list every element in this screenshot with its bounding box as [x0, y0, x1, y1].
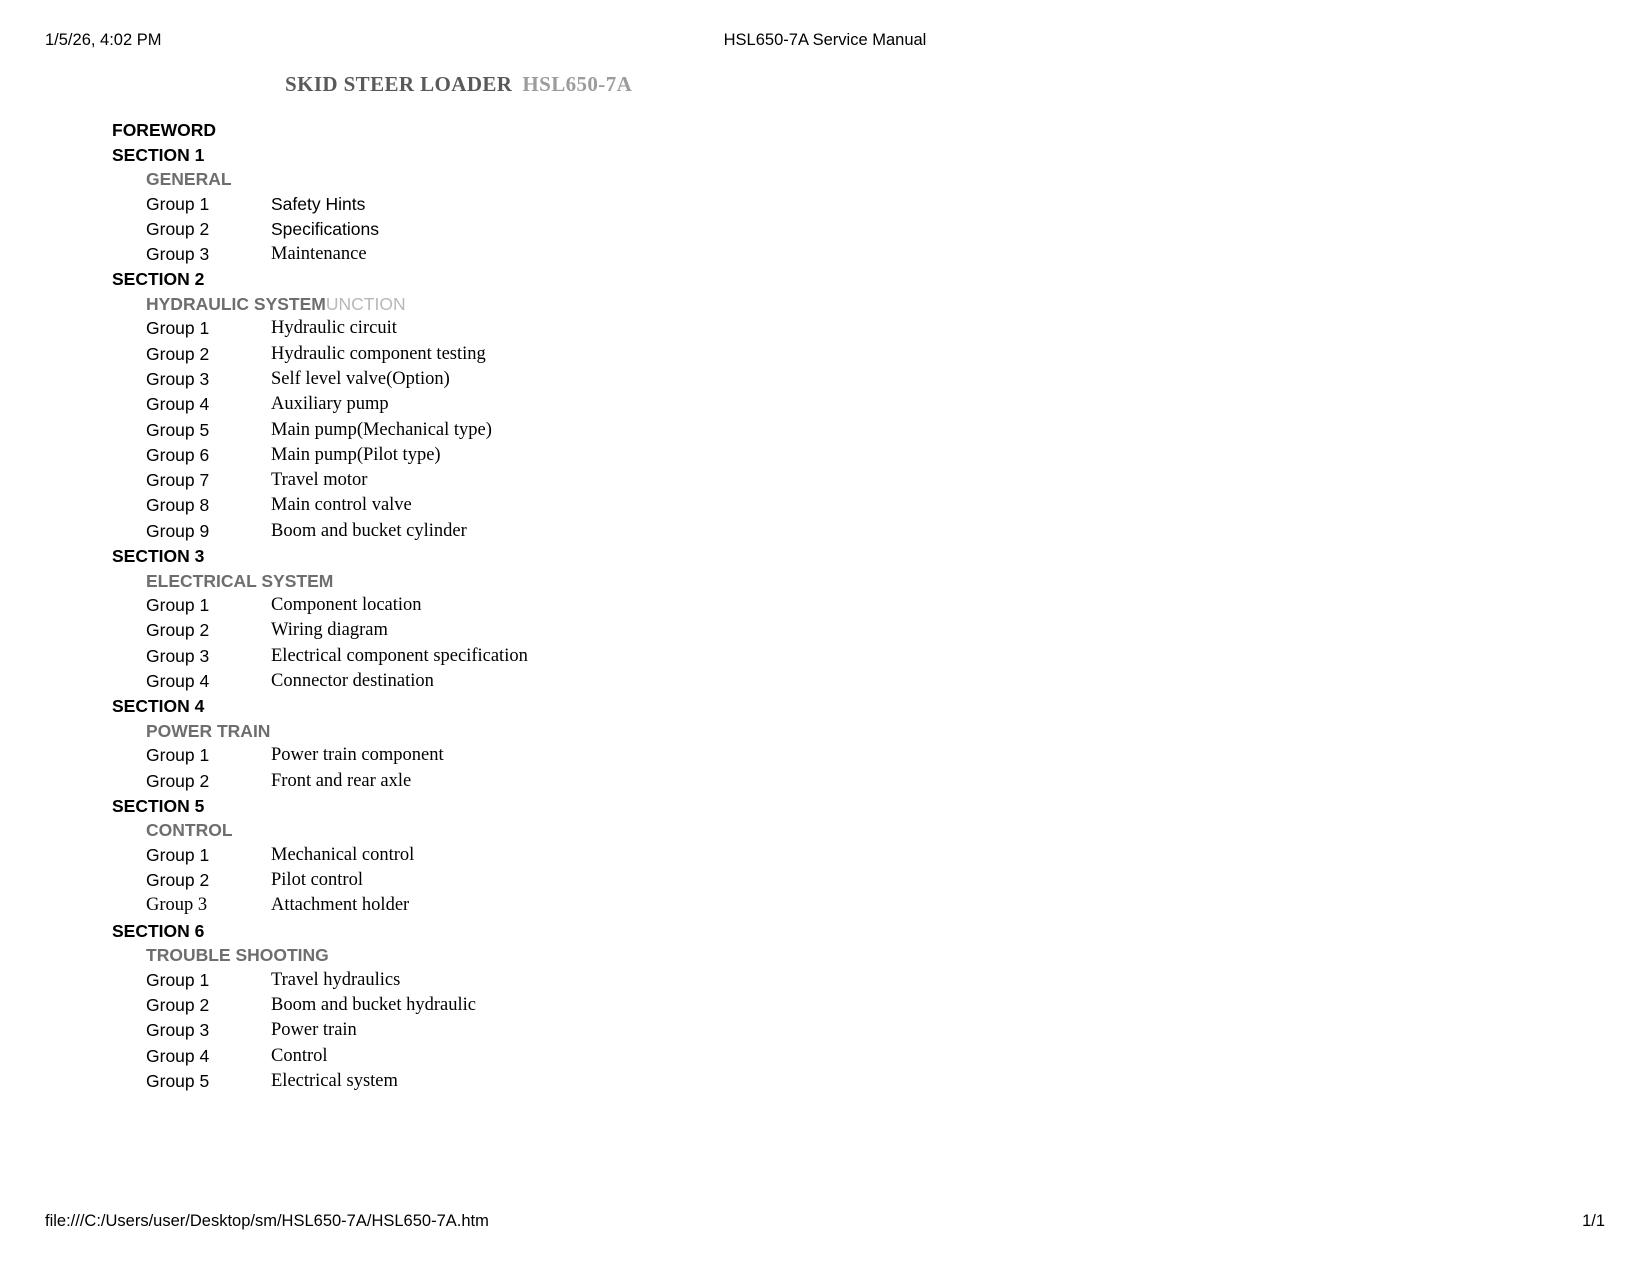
- toc-group-number: Group 2: [146, 218, 210, 239]
- toc-section-block: [112, 143, 1650, 268]
- toc-section-name-text: HYDRAULIC SYSTEM: [146, 293, 326, 314]
- toc-group-description: Travel motor: [271, 470, 368, 491]
- document-title-text: SKID STEER LOADER: [285, 72, 513, 96]
- toc-group-description: Connector destination: [271, 670, 434, 691]
- toc-group-description: Mechanical control: [271, 844, 415, 865]
- print-header-date: 1/5/26, 4:02 PM: [45, 31, 162, 49]
- toc-group-description: Component location: [271, 595, 422, 616]
- toc-section-name-overlap-text: UNCTION: [325, 293, 406, 314]
- toc-group-row[interactable]: [112, 392, 1650, 417]
- toc-group-row[interactable]: [112, 669, 1650, 694]
- toc-section-label[interactable]: SECTION 5: [112, 795, 205, 816]
- toc-group-description: Main pump(Pilot type): [271, 444, 441, 465]
- print-footer-page: 1/1: [1582, 1212, 1605, 1230]
- toc-section-block: [112, 267, 1650, 544]
- toc-group-description: Specifications: [271, 218, 379, 239]
- toc-foreword[interactable]: FOREWORD: [112, 120, 217, 140]
- toc-group-number: Group 1: [146, 595, 210, 616]
- toc-group-description: Power train: [271, 1020, 357, 1041]
- toc-group-description: Main control valve: [271, 495, 412, 516]
- toc-group-row[interactable]: [112, 968, 1650, 993]
- toc-section-name[interactable]: [112, 719, 1650, 744]
- toc-group-row[interactable]: [112, 1069, 1650, 1094]
- toc-section-block: [112, 694, 1650, 794]
- toc-group-row[interactable]: [112, 192, 1650, 217]
- toc-group-number: Group 2: [146, 995, 210, 1016]
- toc-group-description: Travel hydraulics: [271, 969, 401, 990]
- toc-group-number: Group 3: [146, 895, 208, 916]
- toc-group-number: Group 9: [146, 520, 210, 541]
- toc-group-number: Group 3: [146, 244, 210, 265]
- toc-group-description: Electrical component specification: [271, 645, 528, 666]
- toc-section-name-text: ELECTRICAL SYSTEM: [146, 570, 334, 591]
- toc-group-row[interactable]: [112, 993, 1650, 1018]
- toc-group-row[interactable]: [112, 418, 1650, 443]
- toc-group-row[interactable]: [112, 367, 1650, 392]
- toc-group-row[interactable]: [112, 217, 1650, 242]
- toc-section-block: [112, 919, 1650, 1094]
- toc-section-name-text: CONTROL: [146, 820, 233, 841]
- toc-group-number: Group 2: [146, 620, 210, 641]
- toc-group-description: Power train component: [271, 745, 444, 766]
- toc-group-row[interactable]: [112, 1044, 1650, 1069]
- print-footer-url: file:///C:/Users/user/Desktop/sm/HSL650-7A/HSL650-7A.htm: [45, 1212, 489, 1230]
- toc-group-number: Group 1: [146, 193, 210, 214]
- toc-group-description: Auxiliary pump: [271, 394, 389, 415]
- toc-group-description: Safety Hints: [271, 193, 366, 214]
- toc-group-row[interactable]: [112, 342, 1650, 367]
- toc-group-number: Group 1: [146, 844, 210, 865]
- toc-group-number: Group 3: [146, 368, 210, 389]
- toc-group-row[interactable]: [112, 519, 1650, 544]
- print-footer: [0, 1209, 1650, 1233]
- toc-group-number: Group 3: [146, 1020, 210, 1041]
- toc-group-description: Front and rear axle: [271, 770, 412, 791]
- toc-group-number: Group 2: [146, 870, 210, 891]
- toc-group-row[interactable]: [112, 493, 1650, 518]
- toc-section-name[interactable]: [112, 167, 1650, 192]
- toc-group-description: Self level valve(Option): [271, 368, 450, 389]
- toc-group-number: Group 1: [146, 318, 210, 339]
- toc-group-row[interactable]: [112, 843, 1650, 868]
- toc-section-block: [112, 794, 1650, 919]
- print-header: [0, 28, 1650, 52]
- toc-group-row[interactable]: [112, 868, 1650, 893]
- table-of-contents: [0, 118, 1650, 1094]
- toc-group-description: Pilot control: [271, 870, 363, 891]
- print-header-title: HSL650-7A Service Manual: [723, 31, 927, 49]
- toc-group-row[interactable]: [112, 593, 1650, 618]
- toc-section-label[interactable]: SECTION 4: [112, 696, 205, 717]
- toc-group-number: Group 4: [146, 670, 210, 691]
- toc-group-row[interactable]: [112, 743, 1650, 768]
- document-title: [0, 70, 1650, 98]
- toc-group-row[interactable]: [112, 1018, 1650, 1043]
- toc-section-label[interactable]: SECTION 3: [112, 546, 205, 567]
- document-model-text: HSL650-7A: [522, 72, 633, 96]
- toc-section-name[interactable]: [112, 569, 1650, 594]
- toc-group-row[interactable]: [112, 443, 1650, 468]
- toc-group-row[interactable]: [112, 644, 1650, 669]
- toc-group-number: Group 1: [146, 745, 210, 766]
- toc-group-row[interactable]: [112, 468, 1650, 493]
- toc-group-description: Hydraulic circuit: [271, 318, 397, 339]
- toc-group-number: Group 5: [146, 1070, 210, 1091]
- toc-group-row[interactable]: [112, 893, 1650, 918]
- toc-section-label[interactable]: SECTION 1: [112, 144, 205, 165]
- toc-section-label[interactable]: SECTION 2: [112, 269, 205, 290]
- toc-section-name-text: TROUBLE SHOOTING: [146, 945, 329, 966]
- toc-group-row[interactable]: [112, 242, 1650, 267]
- toc-section-label[interactable]: SECTION 6: [112, 920, 205, 941]
- toc-group-number: Group 1: [146, 969, 210, 990]
- toc-group-row[interactable]: [112, 316, 1650, 341]
- toc-group-number: Group 2: [146, 343, 210, 364]
- toc-group-description: Maintenance: [271, 244, 367, 265]
- toc-group-number: Group 5: [146, 419, 210, 440]
- toc-group-description: Control: [271, 1045, 328, 1066]
- toc-group-number: Group 4: [146, 394, 210, 415]
- toc-section-name-text: GENERAL: [146, 169, 232, 189]
- toc-group-row[interactable]: [112, 618, 1650, 643]
- toc-group-number: Group 3: [146, 645, 210, 666]
- toc-group-number: Group 2: [146, 770, 210, 791]
- toc-section-name[interactable]: [112, 818, 1650, 843]
- toc-group-description: Main pump(Mechanical type): [271, 419, 492, 440]
- toc-group-number: Group 4: [146, 1045, 210, 1066]
- toc-section-name[interactable]: [112, 292, 1650, 317]
- toc-group-description: Boom and bucket cylinder: [271, 520, 467, 541]
- toc-section-name-text: POWER TRAIN: [146, 720, 271, 741]
- toc-group-description: Wiring diagram: [271, 620, 388, 641]
- toc-group-description: Boom and bucket hydraulic: [271, 995, 476, 1016]
- document-body: [0, 70, 1650, 1094]
- toc-group-description: Electrical system: [271, 1070, 398, 1091]
- toc-group-description: Attachment holder: [271, 895, 410, 916]
- toc-group-row[interactable]: [112, 769, 1650, 794]
- toc-group-number: Group 8: [146, 495, 210, 516]
- toc-section-name[interactable]: [112, 943, 1650, 968]
- toc-group-number: Group 7: [146, 470, 210, 491]
- toc-group-description: Hydraulic component testing: [271, 343, 486, 364]
- toc-section-block: [112, 544, 1650, 694]
- toc-group-number: Group 6: [146, 444, 210, 465]
